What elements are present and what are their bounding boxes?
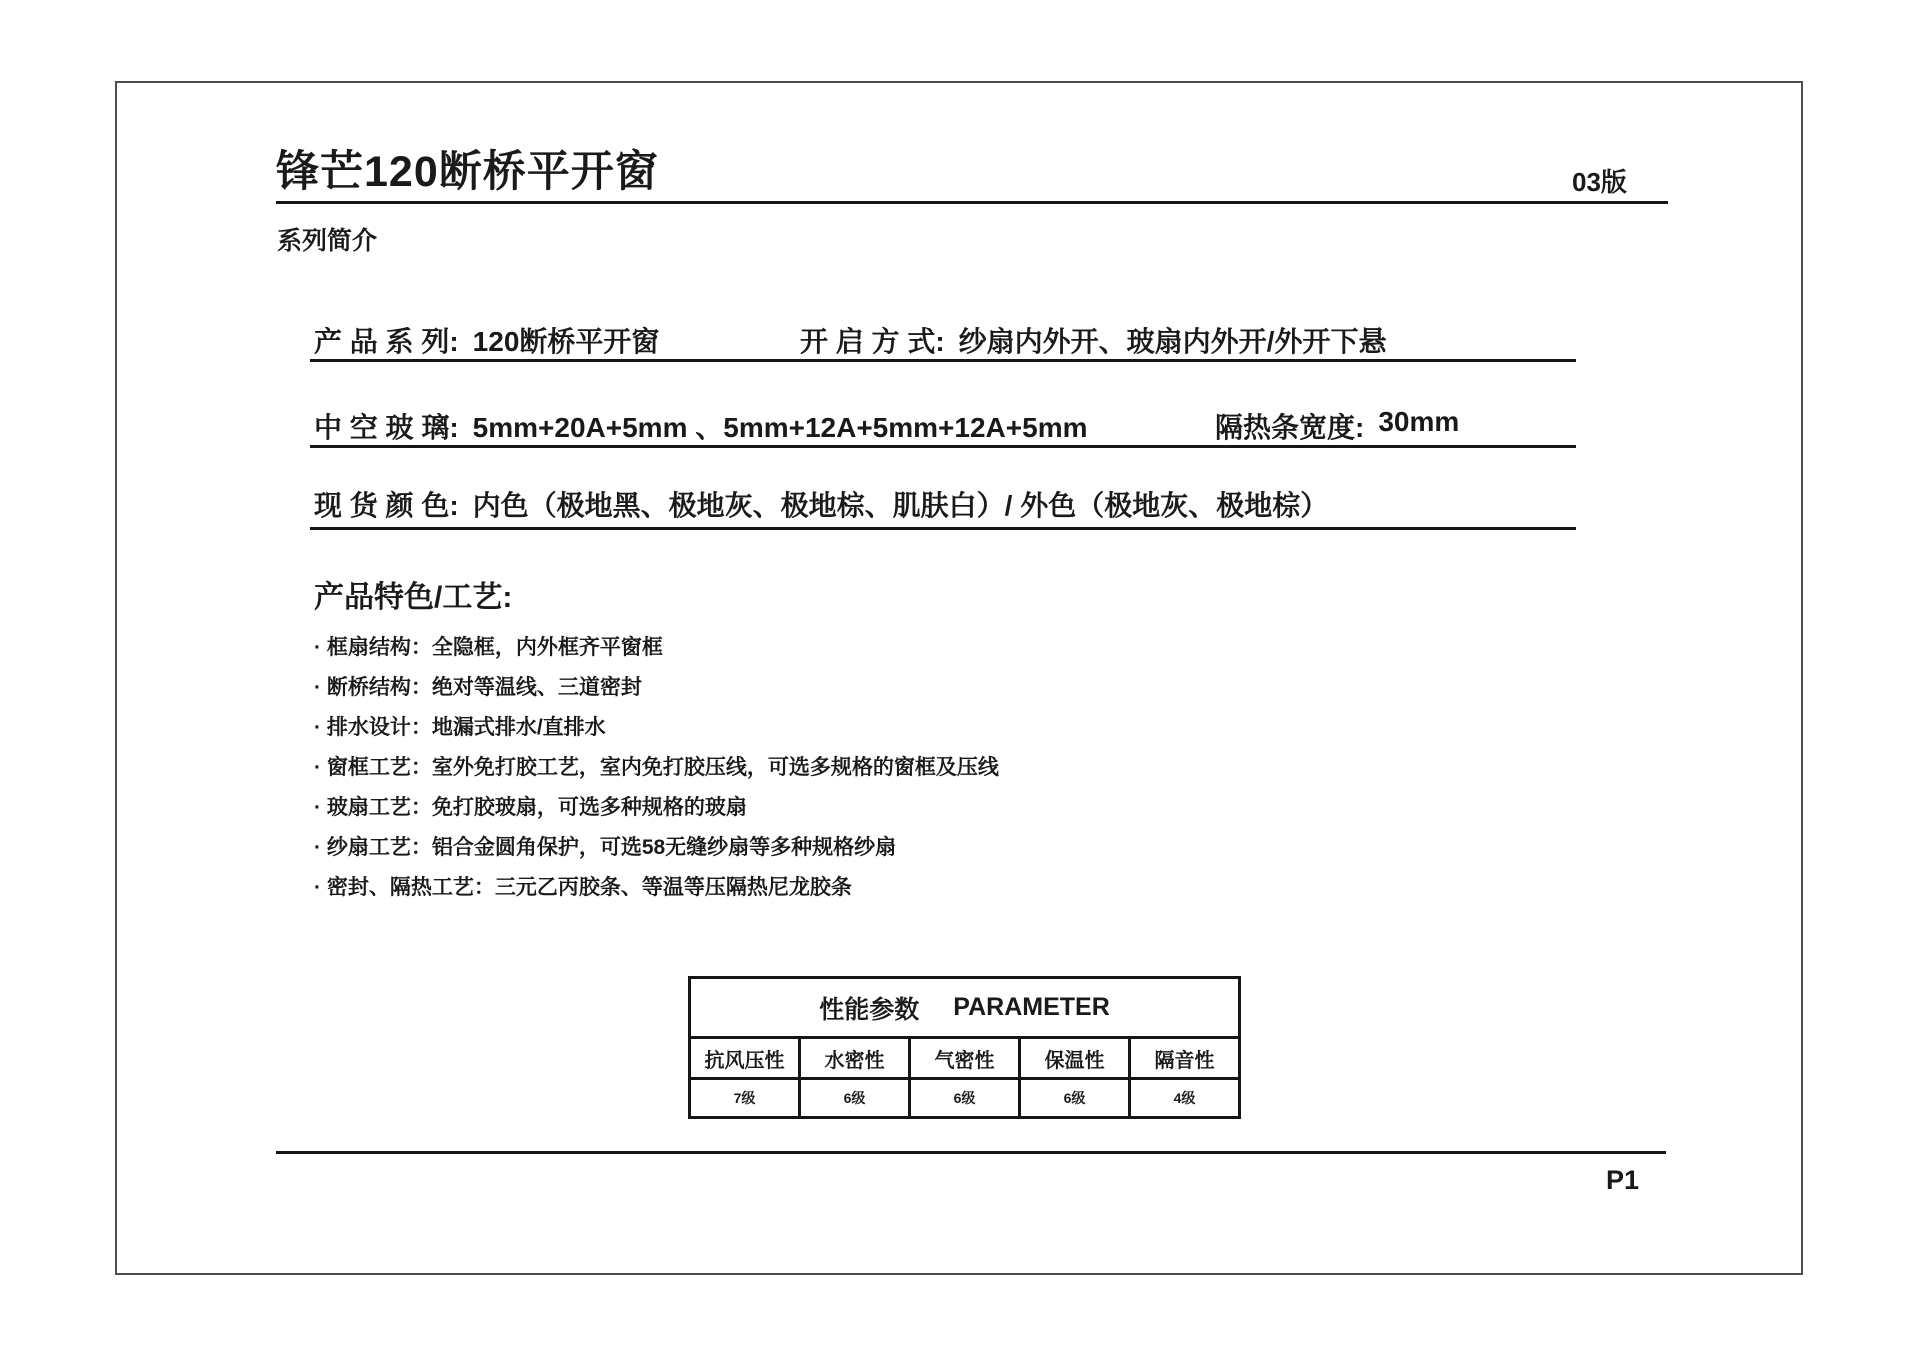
value-sound-insulation: 4级 bbox=[1128, 1080, 1238, 1116]
column-header-water-tightness: 水密性 bbox=[798, 1039, 908, 1077]
feature-item-window-frame-craft: · 窗框工艺：室外免打胶工艺，室内免打胶压线，可选多规格的窗框及压线 bbox=[314, 756, 999, 779]
spec-insulating-glass bbox=[314, 406, 1087, 446]
spec-opening-method bbox=[800, 320, 1386, 360]
value-heat-insulation: 6级 bbox=[1018, 1080, 1128, 1116]
value-wind-pressure: 7级 bbox=[733, 1090, 756, 1106]
spec-value: 5mm+20A+5mm 、5mm+12A+5mm+12A+5mm bbox=[472, 412, 1088, 443]
spec-label: 开 启 方 式: bbox=[800, 326, 945, 357]
section-heading: 系列简介 bbox=[277, 227, 378, 255]
column-header-heat-insulation: 保温性 bbox=[1018, 1039, 1128, 1077]
feature-item-frame-structure: · 框扇结构：全隐框，内外框齐平窗框 bbox=[314, 636, 663, 659]
version-label: 03版 bbox=[1572, 167, 1627, 197]
spec-label: 现 货 颜 色: bbox=[314, 490, 459, 521]
page-number: P1 bbox=[1606, 1165, 1640, 1195]
features-list bbox=[314, 628, 999, 908]
spec-value: 内色（极地黑、极地灰、极地棕、肌肤白）/ 外色（极地灰、极地棕） bbox=[472, 490, 1329, 521]
spec-stock-colors bbox=[314, 484, 1328, 524]
doc-title: 锋芒120断桥平开窗 bbox=[276, 148, 659, 196]
column-header-wind-pressure: 抗风压性 bbox=[704, 1049, 785, 1072]
parameter-table-header-row bbox=[691, 1036, 1238, 1077]
spec-label: 中 空 玻 璃: bbox=[314, 412, 459, 443]
feature-item-thermal-break: · 断桥结构：绝对等温线、三道密封 bbox=[314, 676, 642, 699]
feature-item-screen-sash-craft: · 纱扇工艺：铝合金圆角保护，可选58无缝纱扇等多种规格纱扇 bbox=[314, 836, 897, 859]
value-water-tightness: 6级 bbox=[798, 1080, 908, 1116]
parameter-table-title-cn: 性能参数 bbox=[819, 995, 920, 1024]
spec-row-product-series bbox=[310, 320, 1576, 362]
spec-value: 120断桥平开窗 bbox=[472, 326, 660, 357]
feature-item-glass-sash-craft: · 玻扇工艺：免打胶玻扇，可选多种规格的玻扇 bbox=[314, 796, 747, 819]
feature-item-sealing-insulation: · 密封、隔热工艺：三元乙丙胶条、等温等压隔热尼龙胶条 bbox=[314, 876, 852, 899]
features-heading: 产品特色/工艺: bbox=[314, 581, 513, 614]
spec-row-glass bbox=[310, 406, 1576, 448]
column-header-sound-insulation: 隔音性 bbox=[1128, 1039, 1238, 1077]
value-air-tightness: 6级 bbox=[908, 1080, 1018, 1116]
spec-row-colors bbox=[310, 484, 1576, 530]
parameter-table-title-en: PARAMETER bbox=[953, 993, 1110, 1021]
parameter-table-value-row bbox=[691, 1077, 1238, 1116]
spec-label: 隔热条宽度: bbox=[1215, 412, 1365, 443]
spec-value: 纱扇内外开、玻扇内外开/外开下悬 bbox=[958, 326, 1387, 357]
parameter-table bbox=[688, 976, 1241, 1119]
parameter-table-caption bbox=[691, 979, 1238, 1036]
spec-thermal-strip-width bbox=[1215, 406, 1459, 446]
spec-value: 30mm bbox=[1378, 406, 1460, 437]
column-header-air-tightness: 气密性 bbox=[908, 1039, 1018, 1077]
footer-rule bbox=[276, 1151, 1666, 1154]
spec-product-series bbox=[314, 320, 659, 360]
spec-label: 产 品 系 列: bbox=[314, 326, 459, 357]
title-rule bbox=[276, 201, 1668, 204]
feature-item-drainage: · 排水设计：地漏式排水/直排水 bbox=[314, 716, 606, 739]
